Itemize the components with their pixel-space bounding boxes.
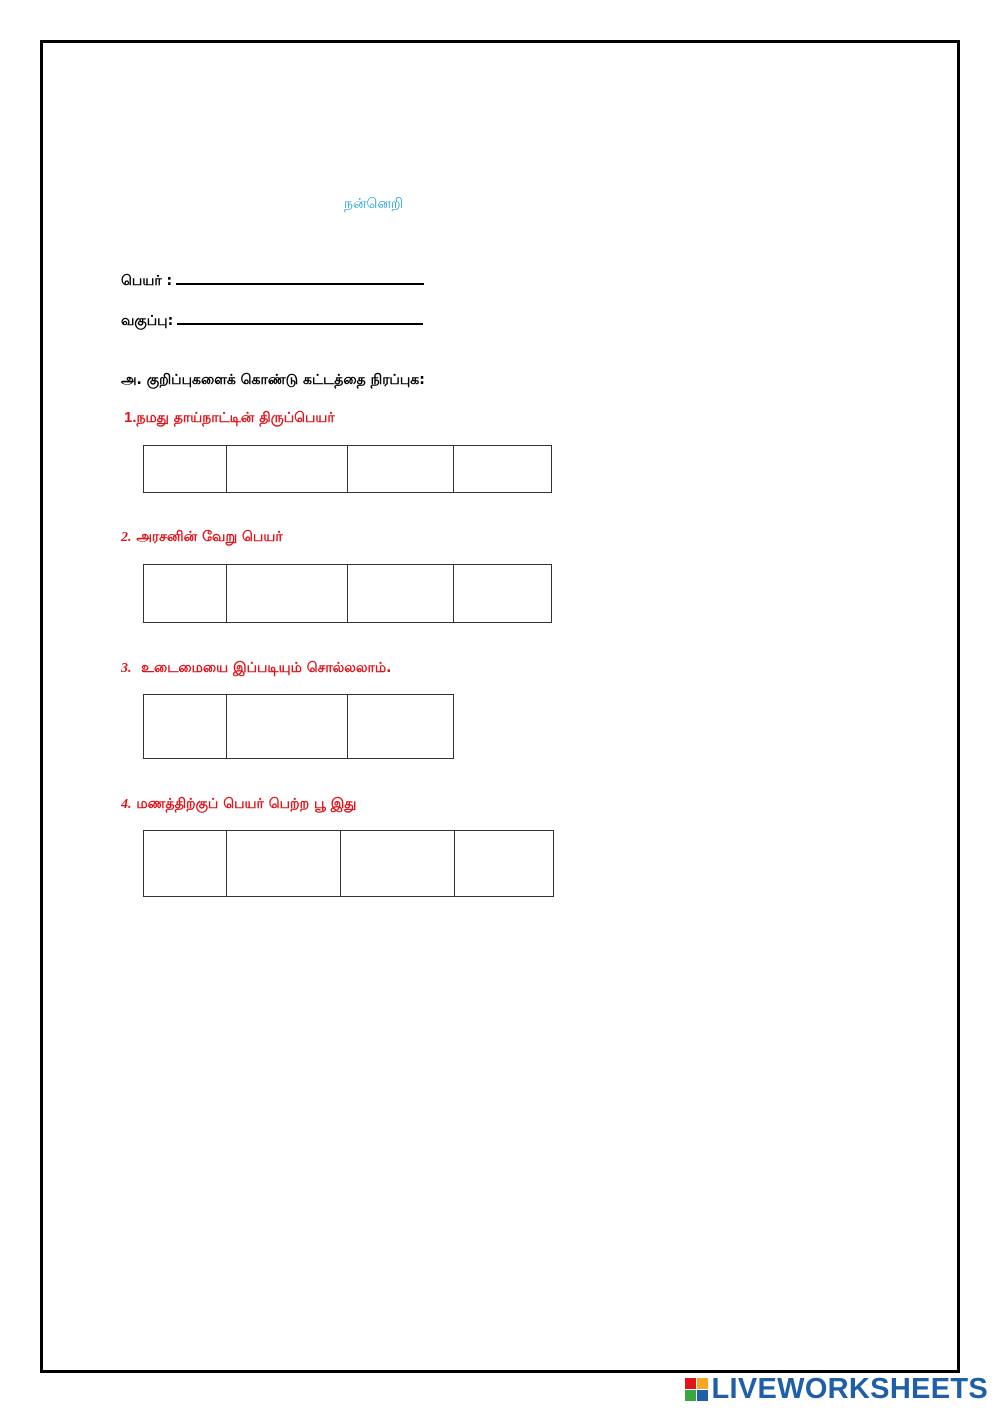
liveworksheets-brand[interactable] <box>685 1372 989 1406</box>
answer-box[interactable] <box>143 694 227 759</box>
name-field <box>121 271 424 291</box>
logo-square <box>685 1378 696 1389</box>
question-1 <box>124 409 335 428</box>
question-2 <box>121 529 283 547</box>
question-text: மணத்திற்குப் பெயர் பெற்ற பூ இது <box>136 796 357 812</box>
answer-box[interactable] <box>143 830 227 897</box>
answer-box[interactable] <box>227 564 348 623</box>
answer-box[interactable] <box>227 694 348 759</box>
class-field <box>121 311 423 331</box>
question-number: 2. <box>121 530 132 545</box>
question-text: நமது தாய்நாட்டின் திருப்பெயர் <box>136 410 335 426</box>
answer-box[interactable] <box>227 830 341 897</box>
answer-box[interactable] <box>348 694 454 759</box>
question-3 <box>121 660 391 678</box>
answer-box[interactable] <box>227 445 348 493</box>
question-number: 3. <box>121 661 132 676</box>
answer-grid-1 <box>143 445 552 493</box>
answer-grid-4 <box>143 830 554 897</box>
answer-box[interactable] <box>455 830 554 897</box>
answer-grid-2 <box>143 564 552 623</box>
question-number: 4. <box>121 797 132 812</box>
logo-square <box>697 1378 708 1389</box>
answer-box[interactable] <box>341 830 455 897</box>
answer-box[interactable] <box>143 445 227 493</box>
question-number: 1. <box>124 409 137 426</box>
answer-box[interactable] <box>454 564 552 623</box>
name-label: பெயர் : <box>121 273 173 289</box>
question-text: உடைமையை இப்படியும் சொல்லலாம். <box>141 660 392 676</box>
class-input-line[interactable] <box>177 311 423 325</box>
answer-box[interactable] <box>143 564 227 623</box>
name-input-line[interactable] <box>176 271 424 285</box>
logo-square <box>685 1390 696 1401</box>
answer-box[interactable] <box>348 445 454 493</box>
answer-grid-3 <box>143 694 454 759</box>
question-text: அரசனின் வேறு பெயர் <box>136 529 283 545</box>
instruction-text: அ. குறிப்புகளைக் கொண்டு கட்டத்தை நிரப்புக: <box>121 372 425 388</box>
logo-square <box>697 1390 708 1401</box>
answer-box[interactable] <box>454 445 552 493</box>
class-label: வகுப்பு: <box>121 313 174 329</box>
question-4 <box>121 796 356 814</box>
liveworksheets-logo-icon <box>685 1378 708 1401</box>
answer-box[interactable] <box>348 564 454 623</box>
worksheet-title: நன்னெறி <box>344 196 404 212</box>
brand-text: LIVEWORKSHEETS <box>711 1372 988 1405</box>
